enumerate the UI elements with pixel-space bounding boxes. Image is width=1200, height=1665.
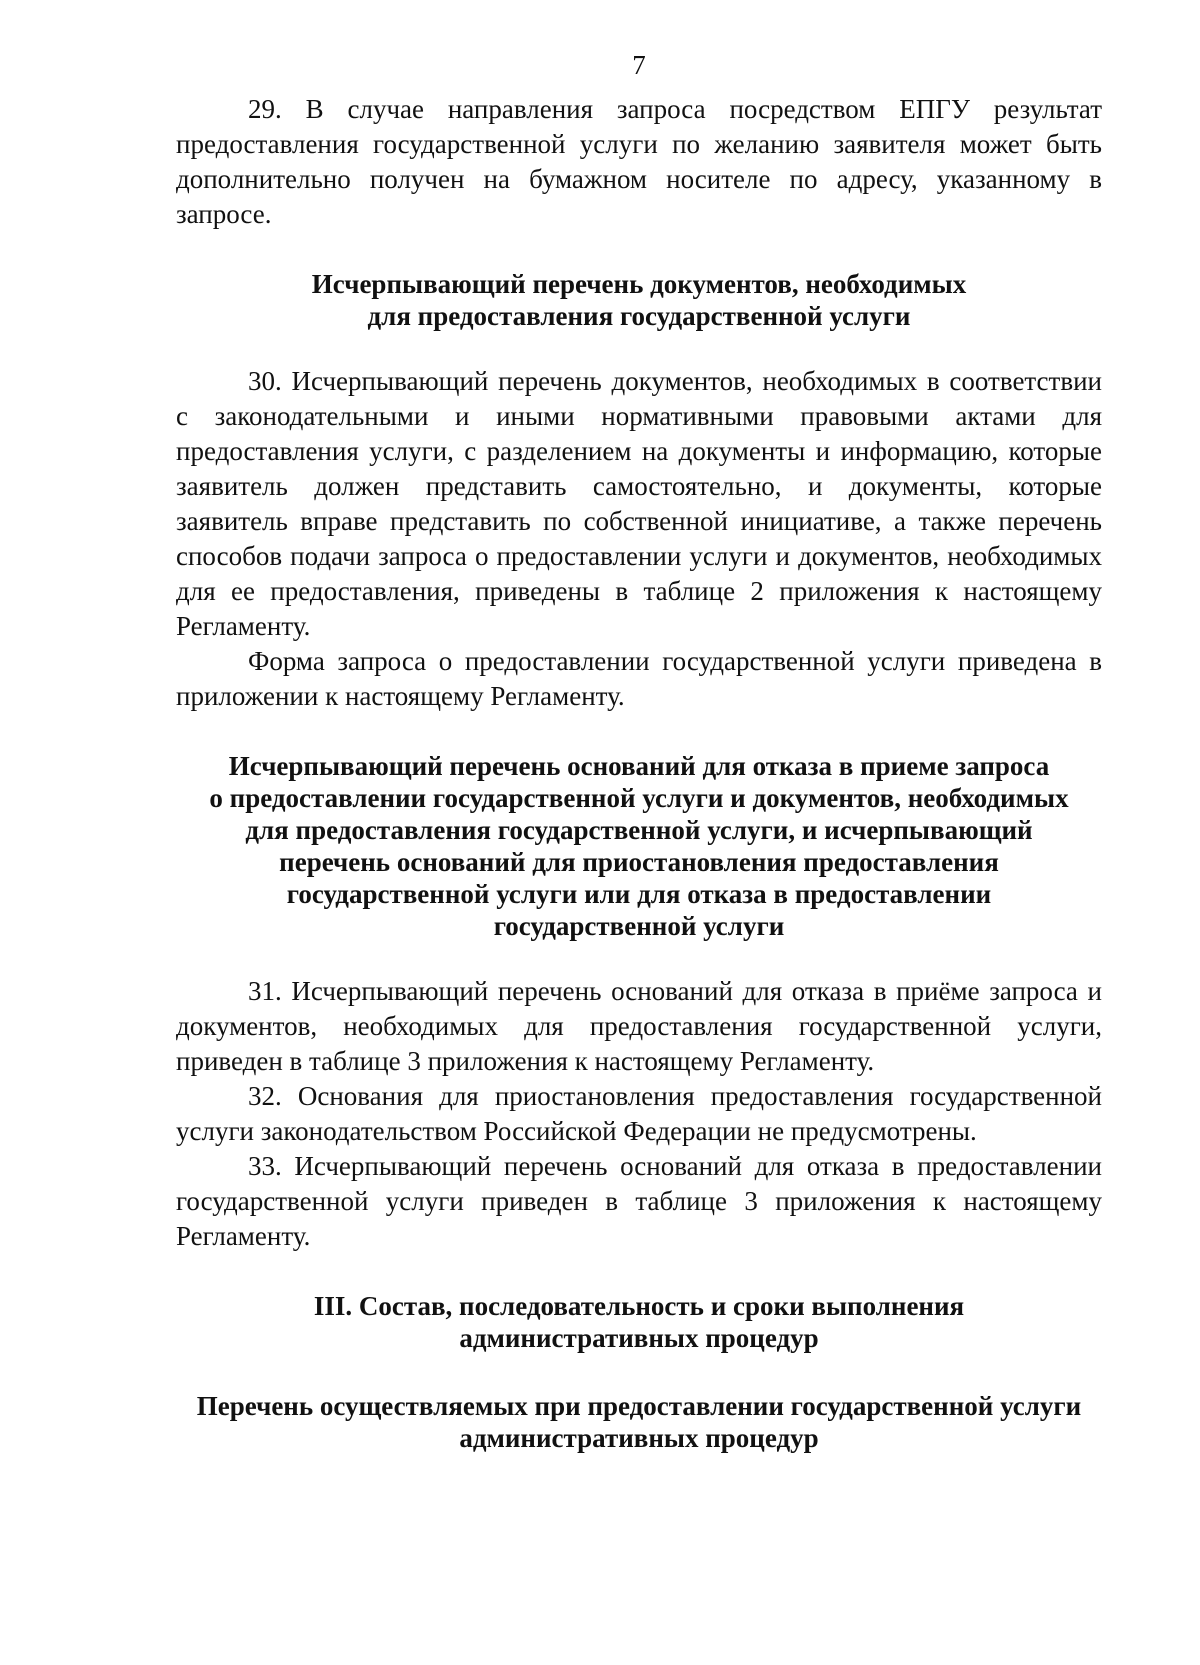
heading-line: Исчерпывающий перечень документов, необходимых <box>311 269 967 299</box>
paragraph-29: 29. В случае направления запроса посредством ЕПГУ результат предоставления государственной услуги по желанию заявителя может быть дополнительно получен на бумажном носителе по адресу, указанному в запросе. <box>176 94 1102 229</box>
heading-line: перечень оснований для приостановления предоставления <box>279 847 999 877</box>
heading-refusal-grounds <box>176 750 1102 942</box>
heading-line: о предоставлении государственной услуги и документов, необходимых <box>209 783 1069 813</box>
heading-line: III. Состав, последовательность и сроки выполнения <box>313 1291 965 1321</box>
heading-line: административных процедур <box>459 1323 819 1353</box>
paragraph-request-form: Форма запроса о предоставлении государственной услуги приведена в приложении к настоящему Регламенту. <box>176 646 1102 711</box>
heading-admin-procedures-list <box>176 1390 1102 1454</box>
heading-line: административных процедур <box>459 1423 819 1453</box>
heading-line: Исчерпывающий перечень оснований для отказа в приеме запроса <box>228 751 1050 781</box>
heading-line: для предоставления государственной услуги, и исчерпывающий <box>245 815 1033 845</box>
page-number: 7 <box>632 50 646 80</box>
heading-line: государственной услуги <box>493 911 785 941</box>
paragraph-33: 33. Исчерпывающий перечень оснований для отказа в предоставлении государственной услуги приведен в таблице 3 приложения к настоящему Регламенту. <box>176 1151 1102 1251</box>
heading-documents-list <box>176 268 1102 332</box>
heading-line: государственной услуги или для отказа в предоставлении <box>286 879 992 909</box>
heading-line: Перечень осуществляемых при предоставлении государственной услуги <box>196 1391 1082 1421</box>
paragraph-31: 31. Исчерпывающий перечень оснований для отказа в приёме запроса и документов, необходимых для предоставления государственной услуги, приведен в таблице 3 приложения к настоящему Регламенту. <box>176 976 1102 1076</box>
heading-line: для предоставления государственной услуги <box>367 301 911 331</box>
document-page <box>176 48 1102 1454</box>
paragraph-30: 30. Исчерпывающий перечень документов, необходимых в соответствии с законодательными и иными нормативными правовыми актами для предоставления услуги, с разделением на документы и информацию, которые заявитель должен представить самостоятельно, и документы, которые заявитель вправе представить по собственной инициативе, а также перечень способов подачи запроса о предоставлении услуги и документов, необходимых для ее предоставления, приведены в таблице 2 приложения к настоящему Регламенту. <box>176 366 1102 641</box>
section-heading-iii <box>176 1290 1102 1354</box>
paragraph-32: 32. Основания для приостановления предоставления государственной услуги законодательством Российской Федерации не предусмотрены. <box>176 1081 1102 1146</box>
